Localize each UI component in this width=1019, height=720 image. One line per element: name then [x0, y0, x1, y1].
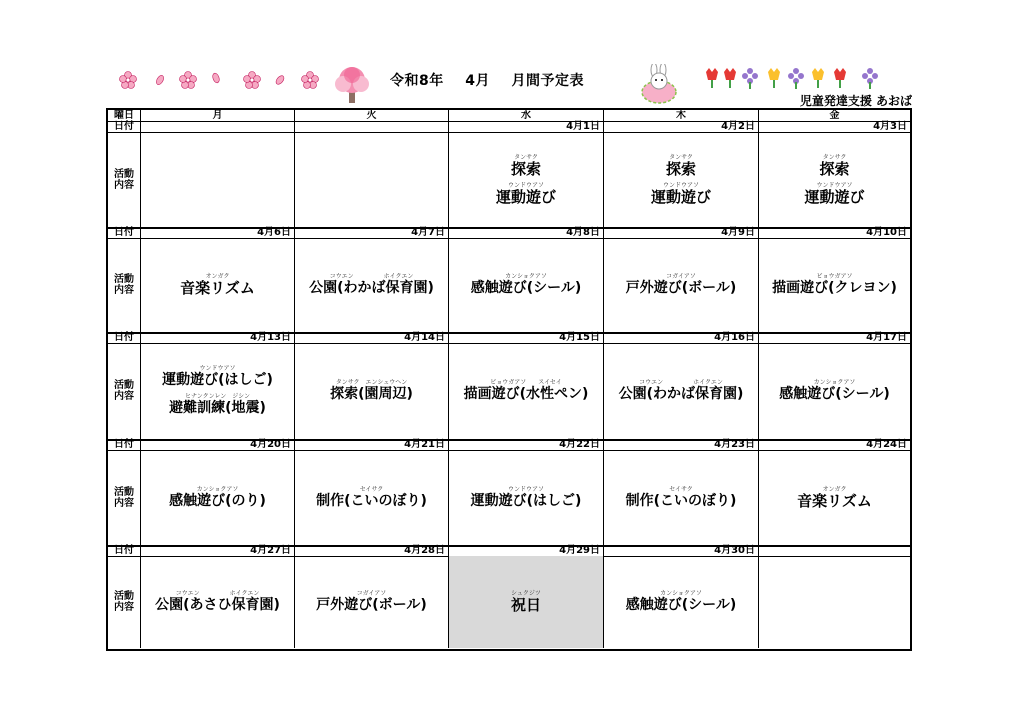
activity-cell [759, 132, 910, 227]
activity-ruby: カンショクアソ [196, 485, 239, 493]
activity-ruby: コガイアソ [356, 590, 387, 597]
date-cell: 4月22日 [449, 439, 604, 450]
date-label: 日付 [108, 332, 141, 343]
activity-text: 戸外遊び(ボール) [316, 597, 427, 613]
date-row [108, 332, 910, 343]
tulip-flower-row [700, 66, 900, 94]
activity-ruby: セイサク [359, 485, 384, 493]
date-cell: 4月1日 [449, 121, 604, 132]
activity-text: 探索 [819, 159, 850, 178]
monthly-calendar-table [106, 108, 912, 651]
activity-ruby: ウンドウアソ [507, 181, 544, 189]
bunny-egg-icon [636, 64, 682, 108]
activity-label [108, 556, 141, 648]
activity-cell [604, 238, 759, 332]
activity-ruby: ウンドウアソ [507, 485, 544, 493]
date-cell: 4月30日 [604, 545, 759, 556]
date-row [108, 439, 910, 450]
activity-text: 感触遊び(シール) [625, 597, 737, 613]
date-row [108, 545, 910, 556]
date-cell: 4月10日 [866, 227, 907, 238]
activity-cell [449, 132, 604, 227]
date-cell [759, 545, 910, 556]
activity-cell [604, 132, 759, 227]
date-label: 日付 [108, 439, 141, 450]
activity-cell [141, 556, 295, 648]
activity-label [108, 132, 141, 227]
activity-ruby: カンショクアソ [505, 273, 547, 280]
date-cell: 4月7日 [295, 227, 449, 238]
activity-ruby: セイサク [669, 485, 693, 493]
activity-label-line2: 内容 [114, 497, 134, 509]
activity-text: 探索 [665, 159, 696, 178]
date-cell: 4月29日 [449, 545, 604, 556]
activity-text: 感触遊び(シール) [470, 280, 582, 296]
activity-row [108, 238, 910, 332]
activity-label-line2: 内容 [114, 285, 134, 296]
activity-ruby: ビョウガアソ [816, 273, 853, 280]
activity-cell [759, 556, 910, 648]
activity-ruby: ヒナンクンレン ジシン [185, 393, 250, 400]
activity-ruby: ウンドウアソ [662, 181, 699, 189]
activity-cell [449, 556, 604, 648]
weekday-label: 曜日 [108, 110, 141, 121]
date-cell: 4月14日 [295, 332, 449, 343]
activity-label-line2: 内容 [114, 391, 134, 402]
date-cell: 4月20日 [141, 439, 295, 450]
activity-row [108, 132, 910, 227]
date-label: 日付 [108, 121, 141, 132]
activity-label-line1: 活動 [114, 591, 134, 602]
activity-text: 公園(わかば保育園) [309, 280, 434, 296]
activity-label-line2: 内容 [114, 179, 134, 191]
date-cell: 4月17日 [866, 332, 907, 343]
activity-ruby: タンサク [514, 153, 538, 161]
activity-text: 感触遊び(シール) [779, 386, 890, 402]
activity-ruby: タンサク [669, 153, 693, 161]
activity-row [108, 450, 910, 545]
activity-text: 制作(こいのぼり) [316, 492, 427, 509]
weekday-cell: 金 [829, 110, 840, 121]
activity-ruby: コウエン ホイクエン [639, 379, 723, 386]
activity-label-line1: 活動 [114, 380, 134, 391]
activity-ruby: カンショクアソ [813, 379, 856, 386]
activity-label-line2: 内容 [114, 602, 134, 613]
activity-ruby: オンガク [822, 485, 847, 493]
activity-ruby: カンショクアソ [660, 590, 702, 597]
activity-text: 避難訓練(地震) [169, 400, 266, 416]
activity-text: 運動遊び [804, 187, 865, 206]
date-row [108, 227, 910, 238]
activity-cell [141, 238, 295, 332]
weekday-cell: 水 [449, 110, 604, 121]
date-cell: 4月2日 [604, 121, 759, 132]
activity-ruby: ウンドウアソ [816, 181, 853, 189]
activity-cell [604, 343, 759, 439]
activity-row [108, 343, 910, 439]
activity-cell [604, 556, 759, 648]
date-label: 日付 [108, 227, 141, 238]
activity-text: 音楽リズム [797, 491, 872, 510]
activity-cell [295, 132, 449, 227]
activity-ruby: ビョウガアソ スイセイ [490, 379, 562, 386]
date-cell: 4月24日 [866, 439, 907, 450]
activity-text: 制作(こいのぼり) [625, 492, 737, 509]
date-cell: 4月28日 [295, 545, 449, 556]
activity-ruby: タンサク [822, 153, 847, 161]
activity-cell [449, 343, 604, 439]
activity-ruby: オンガク [205, 273, 230, 280]
activity-cell [449, 238, 604, 332]
activity-cell [141, 343, 295, 439]
activity-label [108, 238, 141, 332]
date-label: 日付 [108, 545, 141, 556]
organization-name: 児童発達支援 あおば [799, 94, 912, 108]
activity-cell [295, 238, 449, 332]
date-cell [141, 121, 295, 132]
activity-text: 音楽リズム [180, 279, 255, 297]
activity-ruby: コウエン ホイクエン [175, 590, 260, 597]
weekday-cell: 火 [295, 110, 449, 121]
weekday-header-row [108, 110, 910, 121]
date-cell: 4月6日 [141, 227, 295, 238]
activity-cell [759, 238, 910, 332]
activity-label-line1: 活動 [114, 168, 134, 180]
activity-cell [141, 450, 295, 545]
activity-cell [759, 343, 910, 439]
activity-cell [295, 556, 449, 648]
date-cell: 4月3日 [873, 121, 907, 132]
weekday-cell: 月 [141, 110, 295, 121]
activity-text: 運動遊び(はしご) [162, 372, 273, 388]
activity-cell [759, 450, 910, 545]
activity-text: 公園(あさひ保育園) [155, 597, 280, 613]
date-row [108, 121, 910, 132]
activity-row [108, 556, 910, 648]
activity-text: 公園(わかば保育園) [618, 386, 744, 402]
activity-ruby: シュクジツ [511, 590, 541, 597]
date-cell: 4月13日 [141, 332, 295, 343]
activity-label-line1: 活動 [114, 274, 134, 285]
date-cell [295, 121, 449, 132]
weekday-cell: 木 [604, 110, 759, 121]
activity-text: 探索(園周辺) [330, 386, 413, 402]
date-cell: 4月16日 [604, 332, 759, 343]
activity-cell [449, 450, 604, 545]
activity-text: 祝日 [510, 596, 541, 614]
activity-ruby: コガイアソ [666, 273, 696, 280]
date-cell: 4月8日 [449, 227, 604, 238]
activity-ruby: コウエン ホイクエン [329, 273, 414, 280]
activity-text: 描画遊び(水性ペン) [463, 386, 589, 402]
activity-cell [141, 132, 295, 227]
activity-label [108, 343, 141, 439]
activity-cell [295, 343, 449, 439]
activity-ruby: タンサク エンシュウヘン [335, 379, 408, 386]
date-cell: 4月15日 [449, 332, 604, 343]
activity-label [108, 450, 141, 545]
date-cell: 4月23日 [604, 439, 759, 450]
activity-text: 運動遊び(はしご) [470, 492, 582, 509]
activity-cell [295, 450, 449, 545]
cherry-tree-icon [332, 66, 372, 108]
activity-text: 描画遊び(クレヨン) [772, 280, 897, 296]
activity-text: 戸外遊び(ボール) [625, 280, 737, 296]
page-title: 令和8年 4月 月間予定表 [390, 73, 584, 89]
activity-label-line1: 活動 [114, 486, 134, 498]
activity-text: 探索 [510, 159, 541, 178]
activity-ruby: ウンドウアソ [199, 365, 236, 372]
activity-cell [604, 450, 759, 545]
activity-text: 運動遊び [495, 187, 556, 206]
activity-text: 感触遊び(のり) [169, 492, 266, 509]
date-cell: 4月9日 [604, 227, 759, 238]
activity-text: 運動遊び [650, 187, 711, 206]
date-cell: 4月21日 [295, 439, 449, 450]
date-cell: 4月27日 [141, 545, 295, 556]
